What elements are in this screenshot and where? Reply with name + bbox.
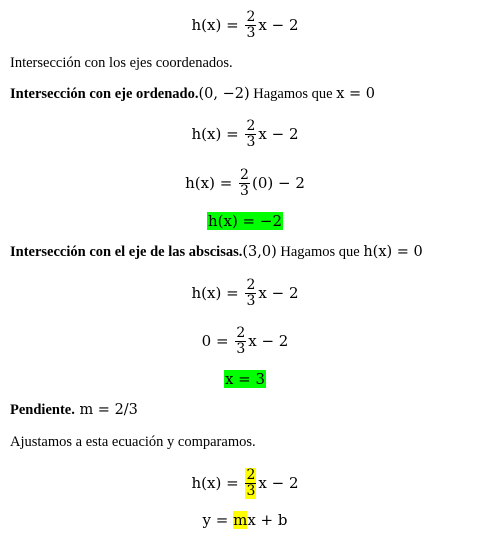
highlighted-m: m [233, 511, 248, 529]
paragraph-intersections-intro: Intersección con los ejes coordenados. [10, 55, 233, 71]
fraction-two-thirds [245, 278, 256, 309]
fraction-numerator: 2 [246, 466, 256, 483]
ordinate-text: Hagamos que [249, 86, 337, 102]
equation-lhs: h(x) = [191, 284, 244, 302]
abscissa-text: Hagamos que [276, 244, 364, 260]
fraction-denominator: 3 [246, 24, 256, 41]
equation-substitute-zero [0, 166, 490, 200]
fraction-denominator: 3 [246, 133, 256, 150]
result-abscissa [0, 362, 490, 396]
abscissa-condition: h(x) = 0 [363, 244, 423, 260]
fraction-numerator: 2 [240, 166, 249, 183]
ordinate-condition: x = 0 [336, 86, 375, 102]
fraction-numerator: 2 [246, 117, 256, 134]
fraction-denominator: 3 [246, 482, 256, 499]
fraction-numerator: 2 [246, 8, 256, 25]
equation-rhs: x − 2 [248, 332, 289, 350]
fraction-numerator: 2 [246, 276, 256, 293]
ordinate-point: (0, −2) [198, 86, 250, 102]
equation-lhs: h(x) = [185, 174, 238, 192]
equation-lhs: h(x) = [191, 474, 244, 492]
heading-ordinate: Intersección con eje ordenado. [10, 86, 199, 102]
fraction-two-thirds [235, 326, 246, 357]
slope-value: m = 2/3 [74, 402, 138, 418]
fraction-numerator: 2 [236, 324, 246, 341]
equation-lhs: 0 = [201, 332, 234, 350]
equation-rhs: x − 2 [258, 16, 299, 34]
equation-h-of-x [0, 8, 490, 42]
equation-rest: x + b [247, 511, 288, 529]
equation-lhs: h(x) = [191, 16, 244, 34]
equation-rhs: x − 2 [258, 284, 299, 302]
fraction-two-thirds [245, 119, 256, 150]
highlighted-result: h(x) = −2 [207, 212, 283, 230]
abscissa-point: (3,0) [242, 244, 277, 260]
equation-h-of-x [0, 276, 490, 310]
heading-abscissa: Intersección con el eje de las abscisas. [10, 244, 243, 260]
heading-slope: Pendiente. [10, 402, 75, 418]
highlighted-result: x = 3 [224, 370, 266, 388]
equation-zero-equals [0, 324, 490, 358]
equation-rhs: x − 2 [258, 474, 299, 492]
paragraph-slope [10, 402, 138, 419]
equation-h-of-x [0, 117, 490, 151]
fraction-denominator: 3 [236, 340, 246, 357]
equation-h-of-x [0, 466, 490, 500]
fraction-denominator: 3 [240, 182, 249, 199]
equation-rhs: (0) − 2 [251, 174, 305, 192]
paragraph-ordinate-intersection [10, 86, 375, 103]
paragraph-compare: Ajustamos a esta ecuación y comparamos. [10, 434, 256, 450]
fraction-two-thirds [245, 10, 256, 41]
fraction-two-thirds-highlighted [245, 468, 256, 499]
equation-y: y = [202, 511, 234, 529]
result-ordinate [0, 204, 490, 238]
paragraph-abscissa-intersection [10, 244, 423, 261]
fraction-two-thirds [239, 168, 250, 199]
fraction-denominator: 3 [246, 292, 256, 309]
equation-lhs: h(x) = [191, 125, 244, 143]
equation-rhs: x − 2 [258, 125, 299, 143]
equation-slope-intercept-form [0, 503, 490, 537]
